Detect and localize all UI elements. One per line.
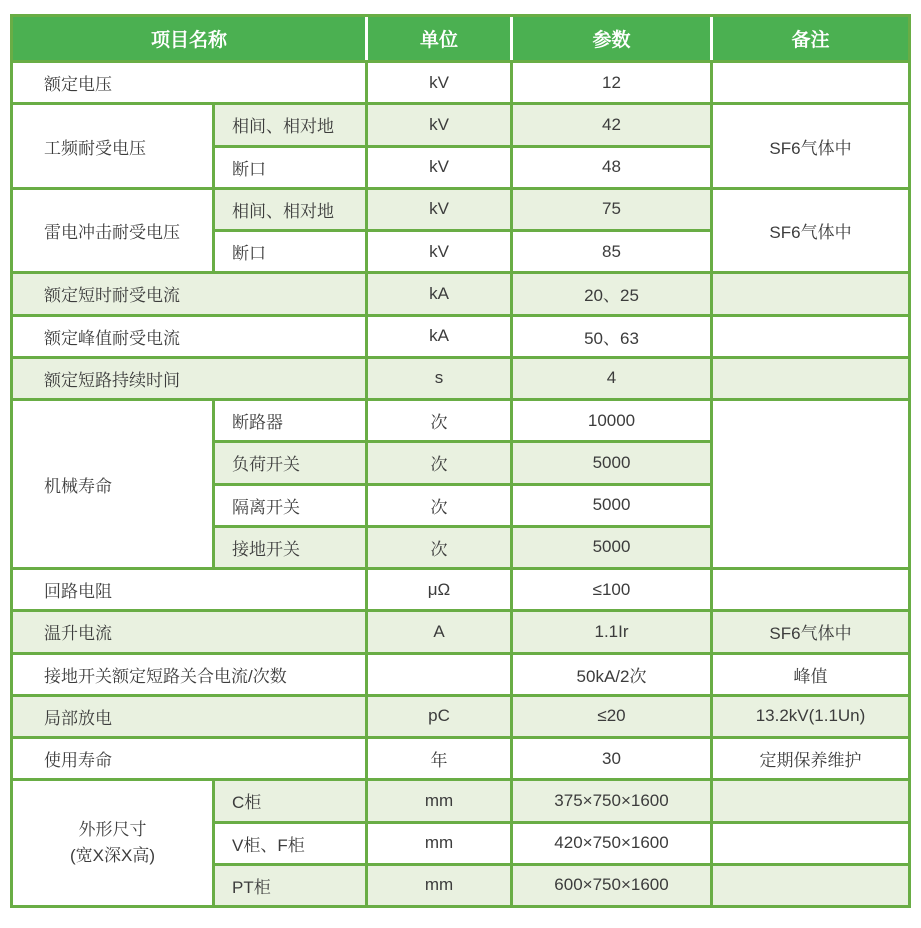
sub-item-cell: C柜 bbox=[215, 781, 365, 820]
item-name-earthing-switch-making: 接地开关额定短路关合电流/次数 bbox=[13, 655, 365, 694]
param-cell: ≤100 bbox=[513, 570, 710, 609]
item-name-pf-withstand-voltage: 工频耐受电压 bbox=[13, 105, 212, 187]
sub-item-cell: 断口 bbox=[215, 148, 365, 187]
remark-cell: SF6气体中 bbox=[713, 105, 908, 187]
remark-cell: 13.2kV(1.1Un) bbox=[713, 697, 908, 736]
unit-cell: kV bbox=[368, 148, 510, 187]
unit-cell: kA bbox=[368, 317, 510, 356]
sub-item-cell: 断口 bbox=[215, 232, 365, 271]
sub-item-cell: 负荷开关 bbox=[215, 443, 365, 482]
sub-item-cell: V柜、F柜 bbox=[215, 824, 365, 863]
param-cell: 20、25 bbox=[513, 274, 710, 313]
item-name-lightning-impulse-voltage: 雷电冲击耐受电压 bbox=[13, 190, 212, 272]
param-cell: 5000 bbox=[513, 443, 710, 482]
table-header-row bbox=[13, 17, 908, 60]
sub-item-cell: 相间、相对地 bbox=[215, 105, 365, 144]
remark-cell: 峰值 bbox=[713, 655, 908, 694]
remark-cell bbox=[713, 63, 908, 102]
param-cell: 30 bbox=[513, 739, 710, 778]
sub-item-cell: 断路器 bbox=[215, 401, 365, 440]
sub-item-cell: 相间、相对地 bbox=[215, 190, 365, 229]
param-cell: 5000 bbox=[513, 486, 710, 525]
dimensions-title: 外形尺寸 bbox=[78, 819, 147, 839]
item-name-peak-current: 额定峰值耐受电流 bbox=[13, 317, 365, 356]
param-cell: 50kA/2次 bbox=[513, 655, 710, 694]
remark-cell: 定期保养维护 bbox=[713, 739, 908, 778]
header-remark: 备注 bbox=[791, 30, 830, 51]
unit-cell: s bbox=[368, 359, 510, 398]
param-cell: 42 bbox=[513, 105, 710, 144]
spec-table bbox=[10, 14, 911, 908]
unit-cell: 次 bbox=[368, 528, 510, 567]
unit-cell: mm bbox=[368, 866, 510, 905]
remark-cell: SF6气体中 bbox=[713, 190, 908, 272]
remark-cell bbox=[713, 274, 908, 313]
param-cell: 1.1Ir bbox=[513, 612, 710, 651]
unit-cell: kV bbox=[368, 232, 510, 271]
item-name-partial-discharge: 局部放电 bbox=[13, 697, 365, 736]
param-cell: 600×750×1600 bbox=[513, 866, 710, 905]
param-cell: 75 bbox=[513, 190, 710, 229]
unit-cell bbox=[368, 655, 510, 694]
param-cell: ≤20 bbox=[513, 697, 710, 736]
param-cell: 5000 bbox=[513, 528, 710, 567]
unit-cell: 年 bbox=[368, 739, 510, 778]
param-cell: 375×750×1600 bbox=[513, 781, 710, 820]
param-cell: 10000 bbox=[513, 401, 710, 440]
param-cell: 50、63 bbox=[513, 317, 710, 356]
unit-cell: 次 bbox=[368, 443, 510, 482]
header-param: 参数 bbox=[513, 17, 713, 60]
header-item-name: 项目名称 bbox=[13, 17, 368, 60]
item-name-mechanical-life: 机械寿命 bbox=[13, 401, 212, 567]
remark-cell bbox=[713, 359, 908, 398]
unit-cell: mm bbox=[368, 781, 510, 820]
item-name-rated-voltage: 额定电压 bbox=[13, 63, 365, 102]
sub-item-cell: PT柜 bbox=[215, 866, 365, 905]
unit-cell: A bbox=[368, 612, 510, 651]
unit-cell: mm bbox=[368, 824, 510, 863]
header-unit: 单位 bbox=[368, 17, 513, 60]
unit-cell: kV bbox=[368, 63, 510, 102]
param-cell: 48 bbox=[513, 148, 710, 187]
remark-cell bbox=[713, 824, 908, 863]
param-cell: 12 bbox=[513, 63, 710, 102]
param-cell: 4 bbox=[513, 359, 710, 398]
remark-cell bbox=[713, 781, 908, 820]
unit-cell: μΩ bbox=[368, 570, 510, 609]
item-name-service-life: 使用寿命 bbox=[13, 739, 365, 778]
unit-cell: 次 bbox=[368, 401, 510, 440]
item-name-loop-resistance: 回路电阻 bbox=[13, 570, 365, 609]
sub-item-cell: 隔离开关 bbox=[215, 486, 365, 525]
unit-cell: 次 bbox=[368, 486, 510, 525]
remark-cell bbox=[713, 866, 908, 905]
dimensions-subtitle: (宽X深X高) bbox=[70, 846, 155, 866]
sub-item-cell: 接地开关 bbox=[215, 528, 365, 567]
unit-cell: kV bbox=[368, 105, 510, 144]
item-name-short-circuit-duration: 额定短路持续时间 bbox=[13, 359, 365, 398]
remark-cell bbox=[713, 401, 908, 567]
item-name-dimensions bbox=[13, 781, 212, 905]
item-name-short-time-current: 额定短时耐受电流 bbox=[13, 274, 365, 313]
unit-cell: kV bbox=[368, 190, 510, 229]
param-cell: 85 bbox=[513, 232, 710, 271]
remark-cell: SF6气体中 bbox=[713, 612, 908, 651]
remark-cell bbox=[713, 570, 908, 609]
remark-cell bbox=[713, 317, 908, 356]
unit-cell: pC bbox=[368, 697, 510, 736]
unit-cell: kA bbox=[368, 274, 510, 313]
param-cell: 420×750×1600 bbox=[513, 824, 710, 863]
item-name-temp-rise-current: 温升电流 bbox=[13, 612, 365, 651]
